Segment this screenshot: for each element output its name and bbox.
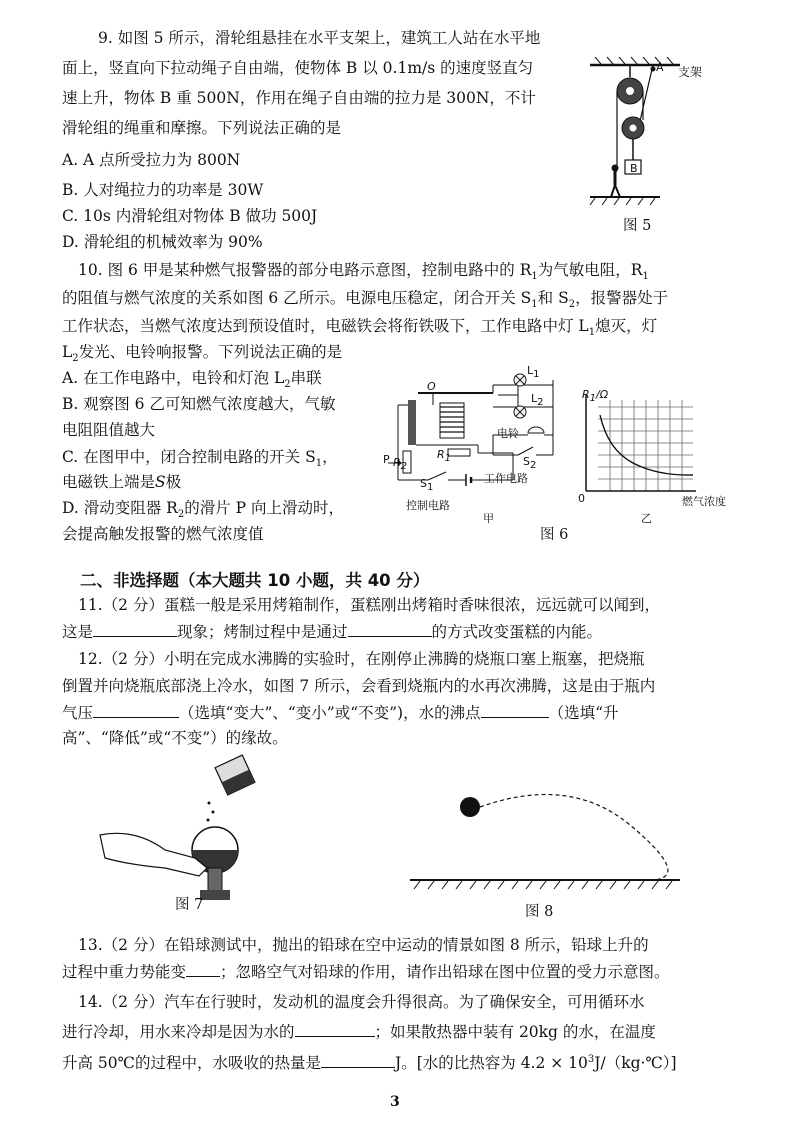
figure-6-label-l2: $L_2$ — [531, 392, 544, 409]
q12-blank-2[interactable] — [481, 702, 549, 718]
q10-option-a: A. 在工作电路中，电铃和灯泡 $L_2$串联 — [62, 369, 322, 391]
figure-6-label-o: O — [427, 380, 436, 393]
figure-6-caption: 图 6 — [540, 527, 569, 543]
q13-line-1: 13.（2 分）在铅球测试中，抛出的铅球在空中运动的情景如图 8 所示，铅球上升的 — [78, 936, 649, 954]
q9-option-a: A. A 点所受拉力为 800N — [62, 151, 241, 169]
q10-line-4: $L_2$发光、电铃响报警。下列说法正确的是 — [62, 343, 343, 365]
figure-6-graph — [578, 395, 708, 505]
q13-blank-1[interactable] — [186, 961, 220, 977]
page-number: 3 — [390, 1094, 400, 1110]
figure-6-label-s1: $S_1$ — [420, 477, 434, 494]
figure-6-control-circuit-label: 控制电路 — [406, 499, 450, 512]
figure-6-y-label: $R_1/\Omega$ — [582, 388, 609, 405]
figure-6-circuit — [378, 365, 558, 495]
q10-option-b-line-1: B. 观察图 6 乙可知燃气浓度越大，气敏 — [62, 395, 336, 413]
figure-5-support-label: 支架 — [678, 65, 703, 79]
figure-7-caption: 图 7 — [175, 897, 204, 913]
q13-line-2: 过程中重力势能变 ；忽略空气对铅球的作用，请作出铅球在图中位置的受力示意图。 — [62, 963, 670, 981]
q10-option-c-line-1: C. 在图甲中，闭合控制电路的开关 $S_1$， — [62, 448, 338, 470]
figure-5-caption: 图 5 — [623, 218, 652, 234]
q9-option-d: D. 滑轮组的机械效率为 90% — [62, 233, 263, 251]
figure-6-origin: 0 — [578, 492, 585, 505]
q12-line-3: 气压 （选填“变大”、“变小”或“不变”)，水的沸点 （选填“升 — [62, 704, 619, 722]
q10-line-2: 的阻值与燃气浓度的关系如图 6 乙所示。电源电压稳定，闭合开关 $S_1$和 $S_2$，报警器处于 — [62, 289, 669, 311]
q14-line-3: 升高 50℃的过程中，水吸收的热量是 J。[水的比热容为 $4.2 \times 10^3J/(kg\cdot℃)$] — [62, 1054, 677, 1073]
figure-6-work-circuit-label: 工作电路 — [484, 472, 528, 485]
q9-line-3: 速上升，物体 B 重 500N，作用在绳子自由端的拉力是 300N，不计 — [62, 89, 536, 107]
q9-line-2: 面上，竖直向下拉动绳子自由端，使物体 B 以 0.1m/s 的速度竖直匀 — [62, 59, 534, 77]
figure-6-label-l1: $L_1$ — [527, 364, 540, 381]
figure-5-point-a: A — [656, 61, 664, 74]
q14-blank-1[interactable] — [295, 1021, 375, 1037]
figure-6-label-r1: $R_1$ — [437, 448, 452, 465]
q10-option-b-line-2: 电阻阻值越大 — [62, 421, 156, 439]
q10-line-1: 10. 图 6 甲是某种燃气报警器的部分电路示意图，控制电路中的 $R_1$为气敏电阻，$R_1$ — [78, 261, 649, 283]
figure-6-label-r2: $R_2$ — [393, 456, 408, 473]
figure-6-jia-label: 甲 — [483, 512, 494, 525]
q11-line-1: 11.（2 分）蛋糕一般是采用烤箱制作，蛋糕刚出烤箱时香味很浓，远远就可以闻到， — [78, 596, 660, 614]
q12-line-2: 倒置并向烧瓶底部浇上冷水，如图 7 所示，会看到烧瓶内的水再次沸腾，这是由于瓶内 — [62, 677, 656, 695]
figure-6-x-label: 燃气浓度 — [682, 495, 726, 508]
q9-option-c: C. 10s 内滑轮组对物体 B 做功 500J — [62, 207, 318, 225]
figure-7-flask — [95, 750, 295, 900]
section-2-heading: 二、非选择题（本大题共 10 小题，共 40 分） — [80, 571, 430, 590]
q10-option-d-line-2: 会提高触发报警的燃气浓度值 — [62, 525, 264, 543]
figure-5-pulley — [585, 55, 785, 255]
figure-8-shot-put — [410, 785, 710, 895]
q10-line-3: 工作状态，当燃气浓度达到预设值时，电磁铁会将衔铁吸下，工作电路中灯 $L_1$熄灭，灯 — [62, 317, 658, 339]
q12-line-1: 12.（2 分）小明在完成水沸腾的实验时，在刚停止沸腾的烧瓶口塞上瓶塞，把烧瓶 — [78, 650, 645, 668]
q10-option-d-line-1: D. 滑动变阻器 $R_2$的滑片 P 向上滑动时， — [62, 499, 344, 521]
q11-blank-2[interactable] — [348, 621, 432, 637]
q11-line-2: 这是 现象；烤制过程中是通过 的方式改变蛋糕的内能。 — [62, 623, 603, 641]
q9-option-b: B. 人对绳拉力的功率是 30W — [62, 181, 264, 199]
q9-line-1: 9. 如图 5 所示，滑轮组悬挂在水平支架上，建筑工人站在水平地 — [98, 29, 541, 47]
figure-6-label-p: P — [383, 453, 390, 466]
q11-blank-1[interactable] — [93, 621, 177, 637]
figure-6-label-s2: $S_2$ — [523, 455, 537, 472]
q10-option-c-line-2: 电磁铁上端是S极 — [62, 473, 182, 491]
q12-line-4: 高”、“降低”或“不变”）的缘故。 — [62, 729, 288, 747]
q12-blank-1[interactable] — [93, 702, 179, 718]
q9-line-4: 滑轮组的绳重和摩擦。下列说法正确的是 — [62, 119, 342, 137]
q14-line-1: 14.（2 分）汽车在行驶时，发动机的温度会升得很高。为了确保安全，可用循环水 — [78, 993, 645, 1011]
figure-6-label-bell: 电铃 — [497, 427, 519, 440]
figure-5-object-b: B — [630, 162, 638, 175]
q14-line-2: 进行冷却，用水来冷却是因为水的 ；如果散热器中装有 20kg 的水，在温度 — [62, 1023, 656, 1041]
q14-blank-2[interactable] — [321, 1052, 395, 1068]
figure-8-caption: 图 8 — [525, 904, 554, 920]
figure-6-yi-label: 乙 — [641, 512, 652, 525]
